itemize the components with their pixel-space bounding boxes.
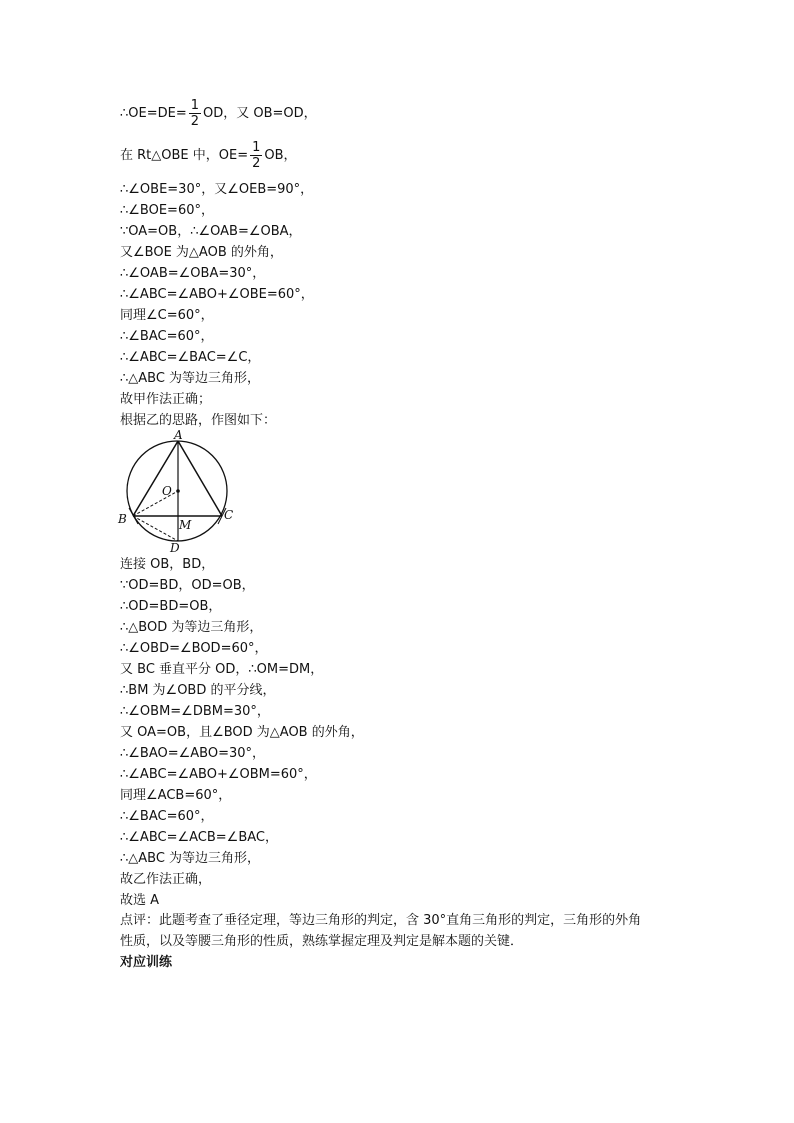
- solution-line-25: ∴∠ABC=∠ABO+∠OBM=60°，: [120, 767, 317, 782]
- label-B: B: [118, 512, 127, 526]
- center-point-O: [176, 489, 180, 493]
- text-segment: OD，又 OB=OD，: [203, 106, 317, 121]
- side-AB: [133, 441, 178, 516]
- geometry-figure: [112, 428, 242, 558]
- label-C: C: [224, 508, 234, 522]
- dashed-segment-BD: [133, 516, 178, 541]
- text-segment: 在 Rt△OBE 中，OE=: [120, 148, 249, 163]
- solution-line-17: ∴OD=BD=OB，: [120, 599, 222, 614]
- fraction-denominator: 2: [190, 114, 200, 129]
- solution-line-16: ∵OD=BD，OD=OB，: [120, 578, 255, 593]
- fraction-numerator: 1: [252, 140, 261, 155]
- section-heading: 对应训练: [120, 955, 173, 970]
- solution-line-2: [120, 140, 297, 171]
- fraction-half: [189, 98, 201, 129]
- solution-line-8: ∴∠ABC=∠ABO+∠OBE=60°，: [120, 287, 314, 302]
- solution-line-30: 故乙作法正确，: [120, 872, 212, 887]
- solution-line-5: ∵OA=OB，∴∠OAB=∠OBA，: [120, 224, 302, 239]
- solution-line-21: ∴BM 为∠OBD 的平分线，: [120, 683, 276, 698]
- comment-line-1: 点评：此题考查了垂径定理，等边三角形的判定，含 30°直角三角形的判定，三角形的外角: [120, 913, 642, 928]
- solution-line-6: 又∠BOE 为△AOB 的外角，: [120, 245, 283, 260]
- solution-line-9: 同理∠C=60°，: [120, 308, 214, 323]
- label-M: M: [179, 518, 192, 532]
- solution-line-19: ∴∠OBD=∠BOD=60°，: [120, 641, 268, 656]
- solution-line-29: ∴△ABC 为等边三角形，: [120, 851, 261, 866]
- solution-line-24: ∴∠BAO=∠ABO=30°，: [120, 746, 266, 761]
- solution-line-20: 又 BC 垂直平分 OD，∴OM=DM，: [120, 662, 324, 677]
- solution-line-12: ∴△ABC 为等边三角形，: [120, 371, 261, 386]
- fraction-denominator: 2: [252, 156, 261, 171]
- solution-line-10: ∴∠BAC=60°，: [120, 329, 214, 344]
- label-A: A: [174, 428, 183, 442]
- answer-line: 故选 A: [120, 893, 160, 908]
- solution-line-15: 连接 OB，BD，: [120, 557, 215, 572]
- comment-line-2: 性质，以及等腰三角形的性质，熟练掌握定理及判定是解本题的关键．: [120, 934, 524, 949]
- label-O: O: [162, 484, 172, 498]
- solution-line-26: 同理∠ACB=60°，: [120, 788, 232, 803]
- solution-line-28: ∴∠ABC=∠ACB=∠BAC，: [120, 830, 278, 845]
- text-segment: OB，: [264, 148, 297, 163]
- solution-line-13: 故甲作法正确；: [120, 392, 212, 407]
- fraction-numerator: 1: [190, 98, 200, 113]
- solution-line-14: 根据乙的思路，作图如下：: [120, 413, 277, 428]
- solution-line-11: ∴∠ABC=∠BAC=∠C，: [120, 350, 261, 365]
- solution-line-23: 又 OA=OB，且∠BOD 为△AOB 的外角，: [120, 725, 364, 740]
- solution-line-22: ∴∠OBM=∠DBM=30°，: [120, 704, 270, 719]
- solution-line-27: ∴∠BAC=60°，: [120, 809, 214, 824]
- side-AC: [178, 441, 222, 516]
- fraction-half: [250, 140, 262, 171]
- solution-line-7: ∴∠OAB=∠OBA=30°，: [120, 266, 266, 281]
- solution-line-3: ∴∠OBE=30°，又∠OEB=90°，: [120, 182, 314, 197]
- text-segment: ∴OE=DE=: [120, 106, 187, 121]
- solution-line-1: [120, 98, 317, 129]
- solution-line-18: ∴△BOD 为等边三角形，: [120, 620, 263, 635]
- label-D: D: [170, 541, 180, 555]
- solution-line-4: ∴∠BOE=60°，: [120, 203, 214, 218]
